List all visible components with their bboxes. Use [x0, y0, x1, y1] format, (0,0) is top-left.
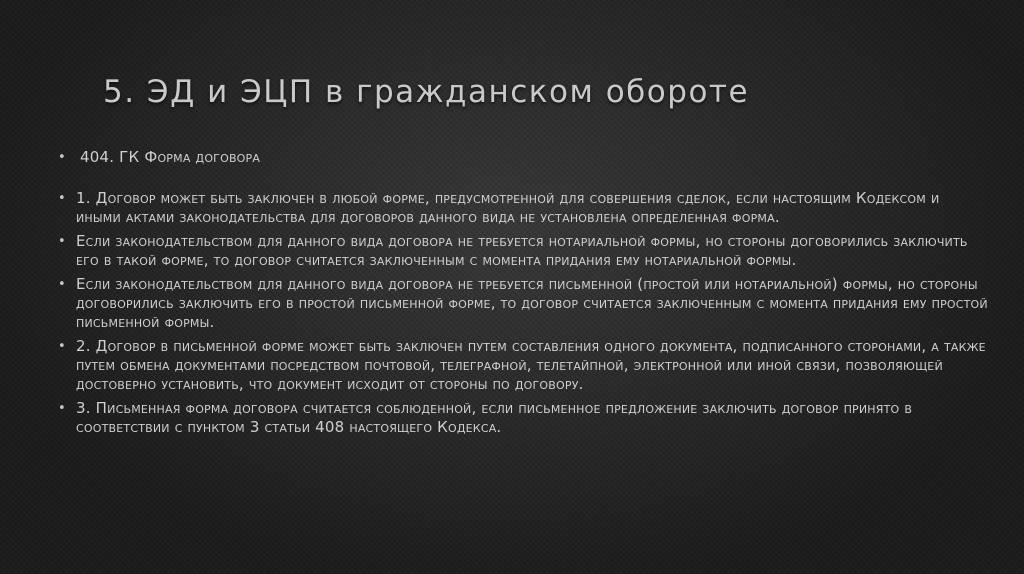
bullet-text: Если законодательством для данного вида договора не требуется нотариальной формы, но стороны договорились заключить его в такой форме, то договор считается заключенным с момента придания ему нотариальной формы.	[76, 232, 968, 269]
bullet-item	[58, 275, 988, 332]
bullet-text: 1. Договор может быть заключен в любой форме, предусмотренной для совершения сделок, если настоящим Кодексом и иными актами законодательства для договоров данного вида не установлена определенная форма.	[76, 189, 940, 226]
bullet-dot-icon: •	[58, 150, 66, 165]
bullet-list	[58, 148, 988, 442]
bullet-item	[58, 399, 988, 437]
bullet-dot-icon: •	[58, 277, 66, 292]
bullet-text: 3. Письменная форма договора считается соблюденной, если письменное предложение заключить договор принято в соответствии с пунктом 3 статьи 408 настоящего Кодекса.	[76, 399, 913, 436]
bullet-text: 404. ГК Форма договора	[80, 148, 261, 166]
bullet-text: 2. Договор в письменной форме может быть заключен путем составления одного документа, подписанного сторонами, а также путем обмена документами посредством почтовой, телеграфной, телетайпной, электронной или иной связи, позволяющей достоверно установить, что документ исходит от стороны по договору.	[76, 337, 986, 393]
bullet-dot-icon: •	[58, 234, 66, 249]
bullet-dot-icon: •	[58, 339, 66, 354]
bullet-dot-icon: •	[58, 401, 66, 416]
bullet-item	[58, 148, 988, 167]
bullet-text: Если законодательством для данного вида договора не требуется письменной (простой или нотариальной) формы, но стороны договорились заключить его в простой письменной форме, то договор считается заключенным с момента придания ему простой письменной формы.	[76, 275, 988, 331]
bullet-item	[58, 232, 988, 270]
bullet-dot-icon: •	[58, 191, 66, 206]
slide-title: 5. ЭД и ЭЦП в гражданском обороте	[103, 74, 750, 110]
bullet-item	[58, 189, 988, 227]
bullet-item	[58, 337, 988, 394]
